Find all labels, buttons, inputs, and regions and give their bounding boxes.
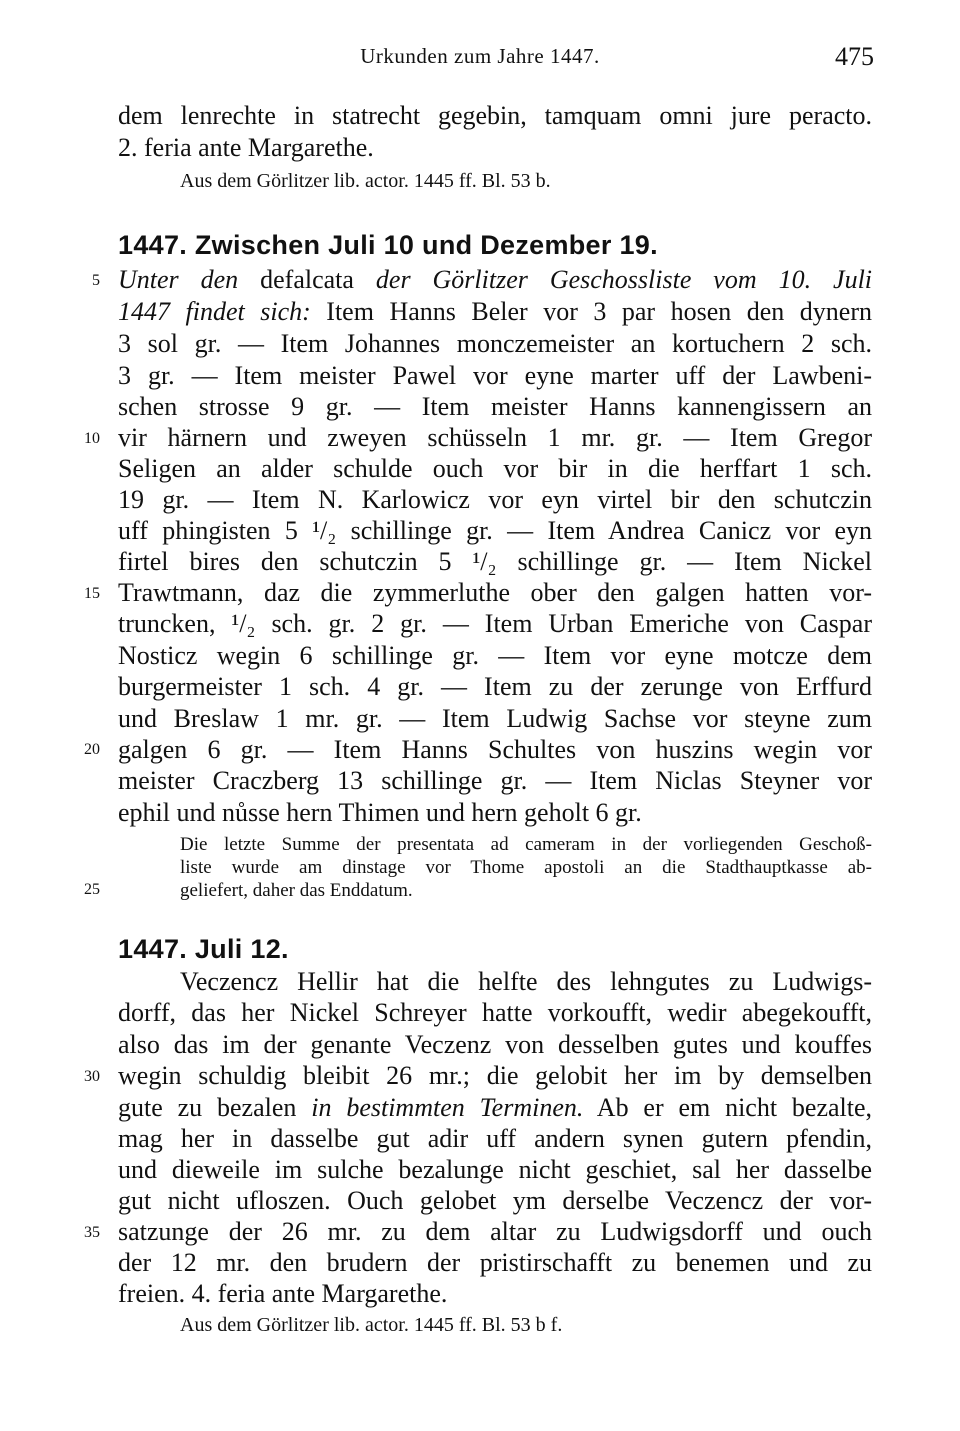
text-line: meister Craczberg 13 schillinge gr. — Item Niclas Steyner vor (118, 766, 872, 795)
source-citation: Aus dem Görlitzer lib. actor. 1445 ff. Bl. 53 b f. (180, 1314, 563, 1336)
text: Ab er em nicht bezalte, (596, 1093, 873, 1122)
italic-text: 1447 findet sich: (118, 297, 311, 326)
text: defalcata (260, 265, 354, 294)
text-line: und dieweile im sulche bezalunge nicht geschiet, sal her dasselbe (118, 1155, 872, 1184)
page-number: 475 (835, 42, 874, 71)
source-citation: Aus dem Görlitzer lib. actor. 1445 ff. Bl. 53 b. (180, 170, 551, 192)
text-line: wegin schuldig bleibit 26 mr.; die gelobit her im by demselben (118, 1061, 872, 1090)
line-number: 35 (84, 1224, 100, 1241)
text-line: uff phingisten 5 ¹/₂ schillinge gr. — Item Andrea Canicz vor eyn (118, 516, 872, 545)
entry-heading: 1447. Zwischen Juli 10 und Dezember 19. (118, 230, 658, 260)
text-line: dem lenrechte in statrecht gegebin, tamquam omni jure peracto. (118, 101, 872, 130)
text-line: 19 gr. — Item N. Karlowicz vor eyn virtel bir den schutczin (118, 485, 872, 514)
text-line: also das im der genante Veczenz von desselben gutes und kouffes (118, 1030, 872, 1059)
line-number: 30 (84, 1068, 100, 1085)
note-line: Die letzte Summe der presentata ad cameram in der vorliegenden Geschoß- (180, 834, 872, 855)
running-header: Urkunden zum Jahre 1447. (360, 44, 600, 68)
text-line: galgen 6 gr. — Item Hanns Schultes von huszins wegin vor (118, 735, 872, 764)
text-line: firtel bires den schutczin 5 ¹/₂ schillinge gr. — Item Nickel (118, 547, 872, 576)
text-line: Nosticz wegin 6 schillinge gr. — Item vor eyne motcze dem (118, 641, 872, 670)
italic-text: der Görlitzer Geschossliste vom 10. Juli (375, 265, 873, 294)
text-line (118, 296, 872, 327)
text-line: 2. feria ante Margarethe. (118, 133, 374, 162)
text-line: 3 gr. — Item meister Pawel vor eyne marter uff der Lawbeni- (118, 361, 872, 390)
text-line: ephil und nůsse hern Thimen und hern geholt 6 gr. (118, 798, 642, 827)
line-number: 5 (92, 272, 100, 289)
text-line: truncken, ¹/₂ sch. gr. 2 gr. — Item Urban Emeriche von Caspar (118, 609, 872, 638)
text-line (118, 1092, 872, 1123)
italic-text: Unter den (118, 265, 239, 294)
entry-heading: 1447. Juli 12. (118, 934, 289, 964)
text-line: mag her in dasselbe gut adir uff andern synen gutern pfendin, (118, 1124, 872, 1153)
line-number: 25 (84, 881, 100, 898)
text-line: Veczencz Hellir hat die helfte des lehngutes zu Ludwigs- (180, 967, 872, 996)
line-number: 10 (84, 430, 100, 447)
note-line: geliefert, daher das Enddatum. (180, 880, 413, 901)
line-number: 20 (84, 741, 100, 758)
text-line: schen strosse 9 gr. — Item meister Hanns kannengissern an (118, 392, 872, 421)
text-line: gut nicht ufloszen. Ouch gelobet ym derselbe Veczencz der vor- (118, 1186, 872, 1215)
text-line: burgermeister 1 sch. 4 gr. — Item zu der zerunge von Erffurd (118, 672, 872, 701)
text-line (118, 264, 872, 295)
line-number: 15 (84, 585, 100, 602)
text-line: vir härnern und zweyen schüsseln 1 mr. gr. — Item Gregor (118, 423, 872, 452)
note-line: liste wurde am dinstage vor Thome apostoli an die Stadthauptkasse ab- (180, 857, 872, 878)
text-line: und Breslaw 1 mr. gr. — Item Ludwig Sachse vor steyne zum (118, 704, 872, 733)
text-line: 3 sol gr. — Item Johannes monczemeister an kortuchern 2 sch. (118, 329, 872, 358)
italic-text: in bestimmten Terminen. (311, 1093, 584, 1122)
text-line: freien. 4. feria ante Margarethe. (118, 1279, 448, 1308)
text-line: satzunge der 26 mr. zu dem altar zu Ludwigsdorff und ouch (118, 1217, 872, 1246)
text: Item Hanns Beler vor 3 par hosen den dynern (326, 297, 873, 326)
text: gute zu bezalen (118, 1093, 297, 1122)
text-line: der 12 mr. den brudern der pristirschafft zu benemen und zu (118, 1248, 872, 1277)
text-line: Seligen an alder schulde ouch vor bir in die herffart 1 sch. (118, 454, 872, 483)
text-line: dorff, das her Nickel Schreyer hatte vorkoufft, wedir abegekoufft, (118, 998, 872, 1027)
text-line: Trawtmann, daz die zymmerluthe ober den galgen hatten vor- (118, 578, 872, 607)
